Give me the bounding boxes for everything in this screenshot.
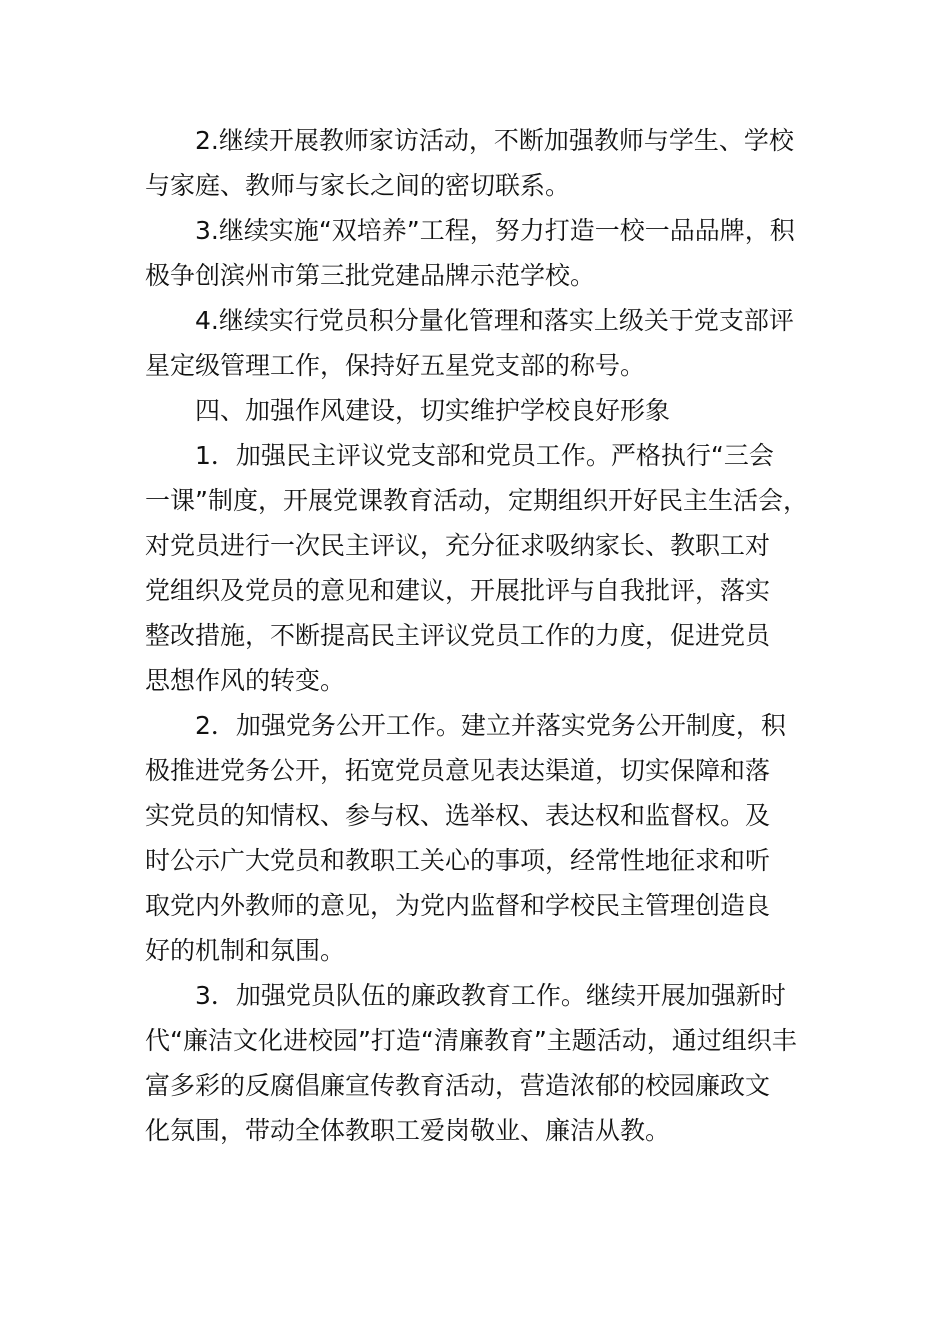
text-line: 2.继续开展教师家访活动，不断加强教师与学生、学校 (195, 126, 794, 155)
text-line: 对党员进行一次民主评议，充分征求吸纳家长、教职工对 (145, 531, 771, 560)
text-line: 极推进党务公开，拓宽党员意见表达渠道，切实保障和落 (145, 756, 771, 785)
text-line: 与家庭、教师与家长之间的密切联系。 (145, 171, 571, 200)
section-heading-text: 四、加强作风建设，切实维护学校良好形象 (195, 396, 671, 425)
paragraph-party-affairs-disclosure (145, 703, 813, 973)
text-line: 化氛围，带动全体教职工爱岗敬业、廉洁从教。 (145, 1116, 671, 1145)
text-line: 一课”制度，开展党课教育活动，定期组织开好民主生活会， (145, 486, 808, 515)
text-line: 思想作风的转变。 (145, 666, 346, 695)
text-line: 实党员的知情权、参与权、选举权、表达权和监督权。及 (145, 801, 771, 830)
document-body (145, 118, 813, 1153)
text-line: 星定级管理工作，保持好五星党支部的称号。 (145, 351, 646, 380)
text-line: 党组织及党员的意见和建议，开展批评与自我批评，落实 (145, 576, 771, 605)
text-line: 3.继续实施“双培养”工程，努力打造一校一品品牌，积 (195, 216, 795, 245)
text-line: 2．加强党务公开工作。建立并落实党务公开制度，积 (195, 711, 786, 740)
section-heading-work-style (145, 388, 813, 433)
text-line: 极争创滨州市第三批党建品牌示范学校。 (145, 261, 596, 290)
text-line: 代“廉洁文化进校园”打造“清廉教育”主题活动，通过组织丰 (145, 1026, 797, 1055)
paragraph-double-cultivation (145, 208, 813, 298)
paragraph-points-management (145, 298, 813, 388)
paragraph-integrity-education (145, 973, 813, 1153)
paragraph-democratic-evaluation (145, 433, 813, 703)
text-line: 3．加强党员队伍的廉政教育工作。继续开展加强新时 (195, 981, 786, 1010)
text-line: 4.继续实行党员积分量化管理和落实上级关于党支部评 (195, 306, 794, 335)
paragraph-teacher-home-visits (145, 118, 813, 208)
text-line: 好的机制和氛围。 (145, 936, 346, 965)
text-line: 1．加强民主评议党支部和党员工作。严格执行“三会 (195, 441, 774, 470)
text-line: 取党内外教师的意见，为党内监督和学校民主管理创造良 (145, 891, 771, 920)
text-line: 整改措施，不断提高民主评议党员工作的力度，促进党员 (145, 621, 771, 650)
text-line: 富多彩的反腐倡廉宣传教育活动，营造浓郁的校园廉政文 (145, 1071, 771, 1100)
text-line: 时公示广大党员和教职工关心的事项，经常性地征求和听 (145, 846, 771, 875)
